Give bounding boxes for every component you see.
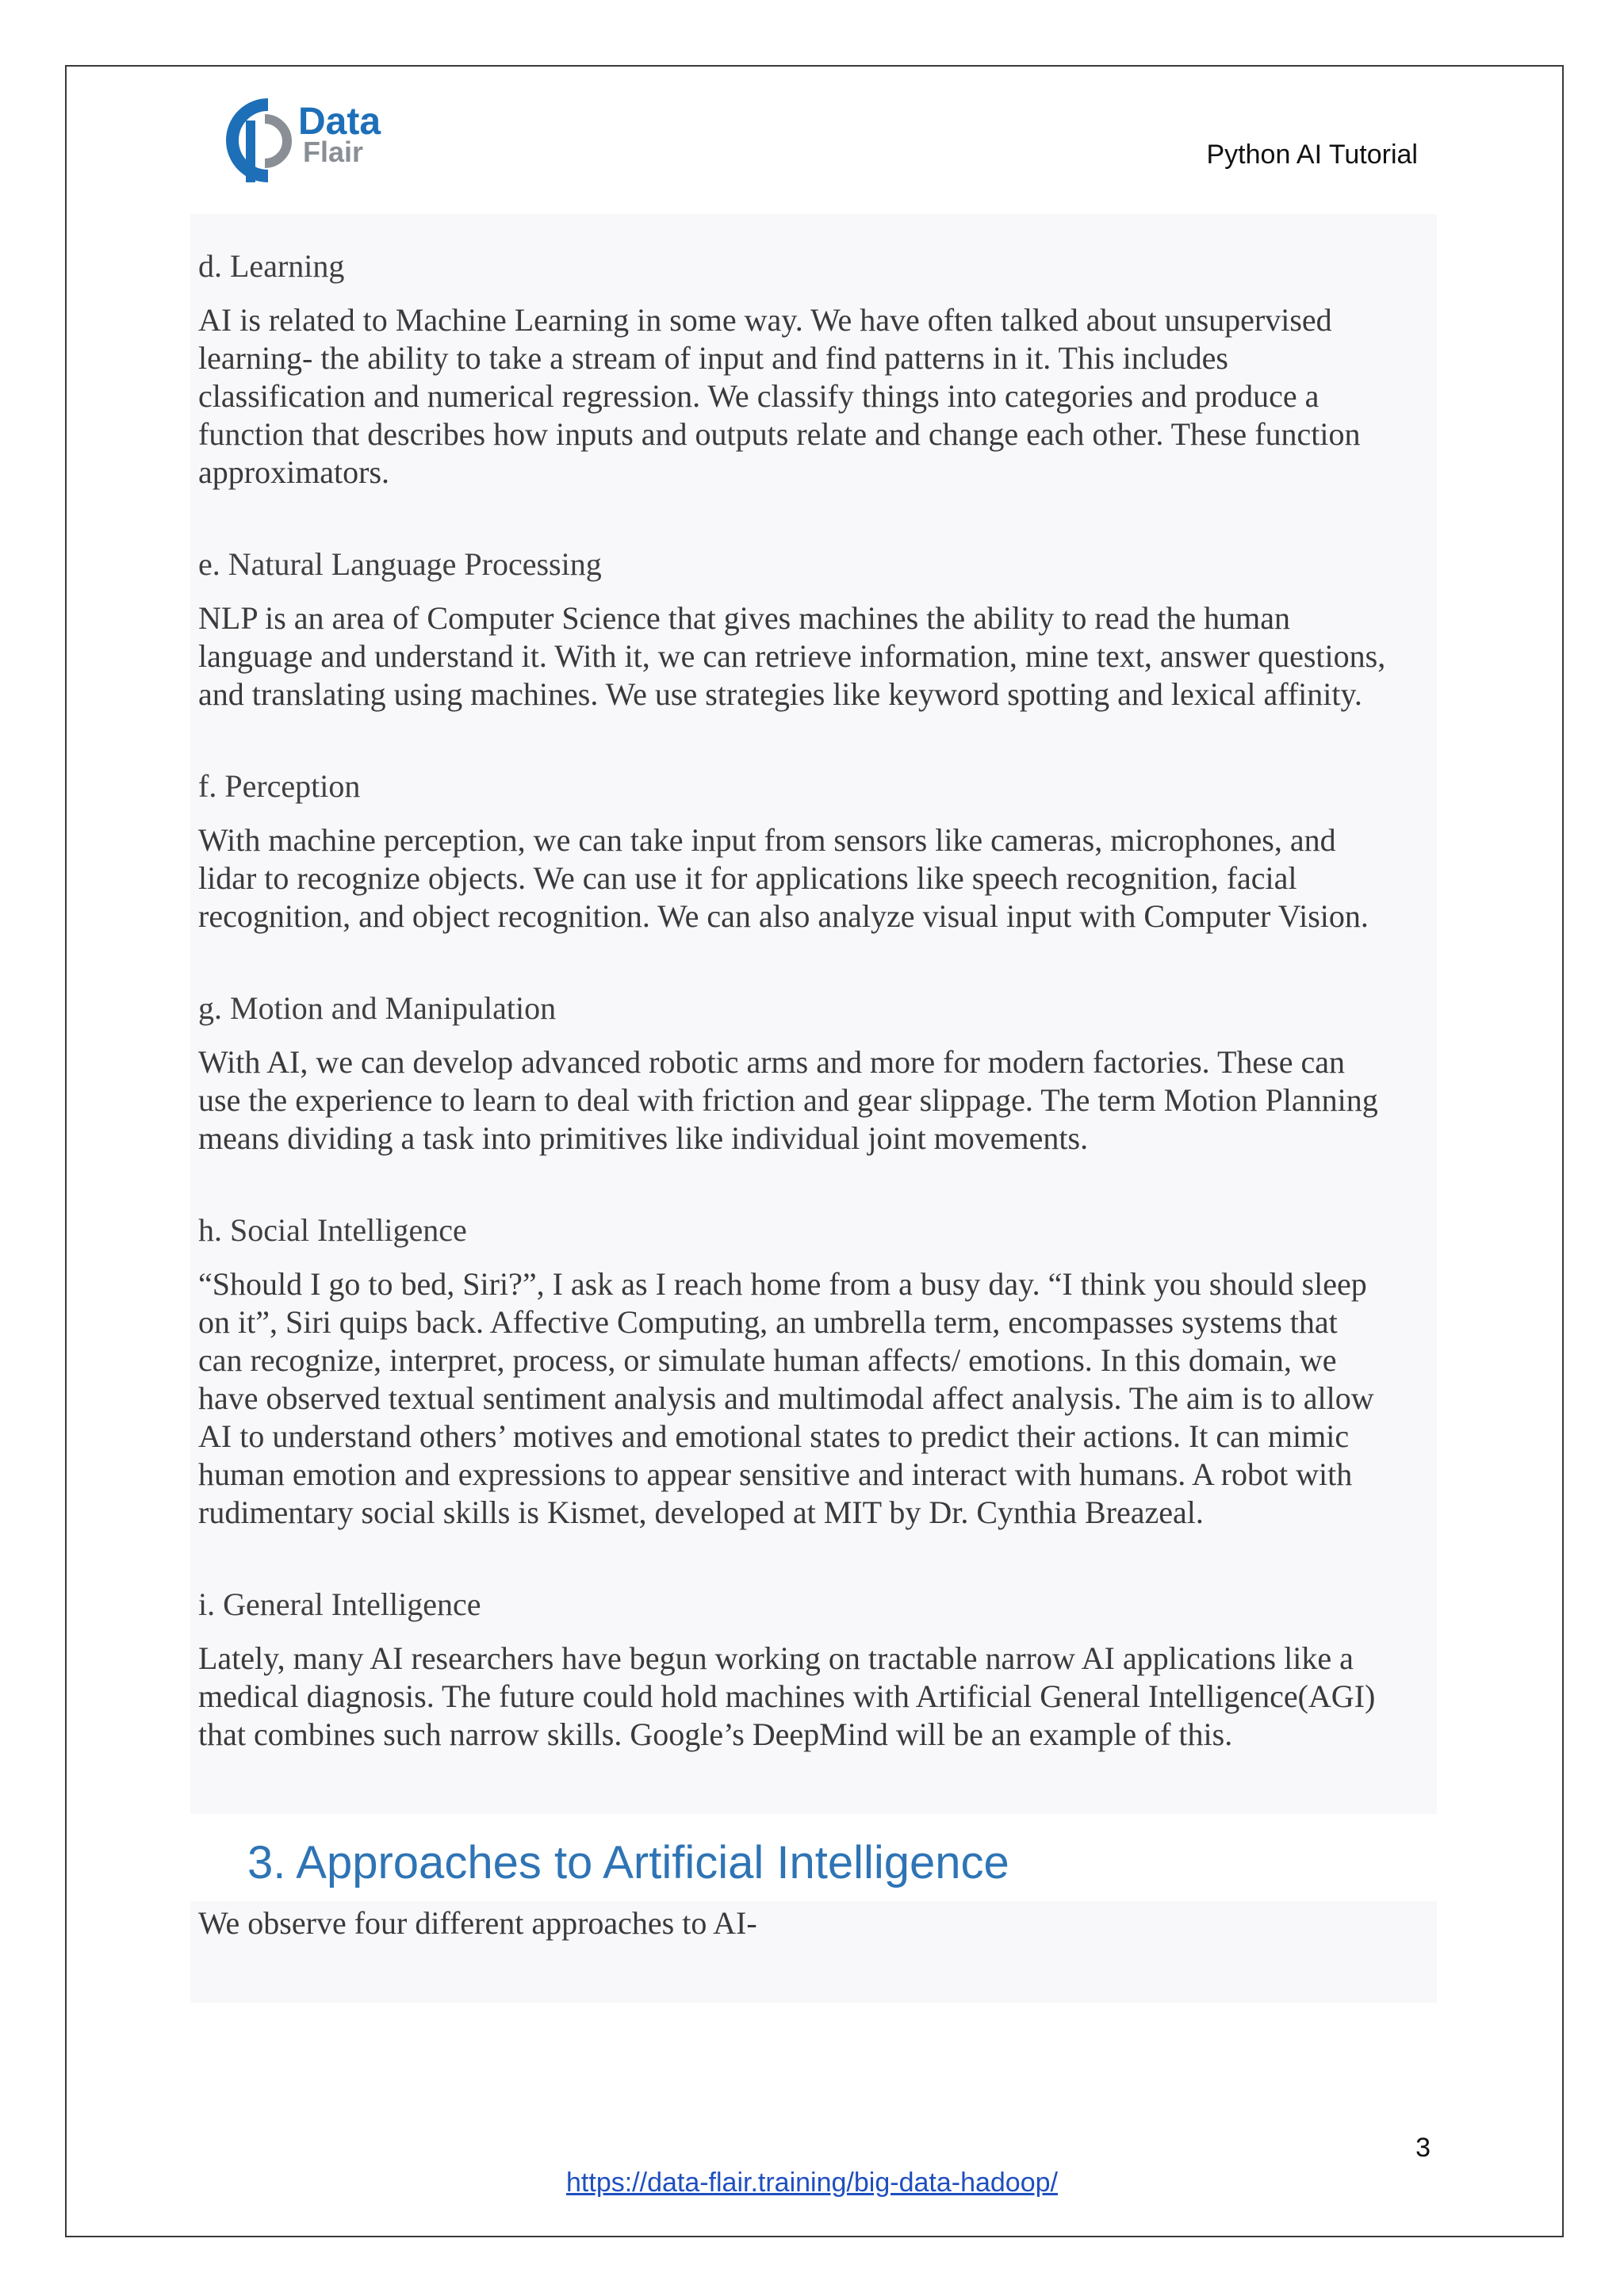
intro-text: We observe four different approaches to AI- xyxy=(198,1905,757,1941)
section-motion xyxy=(198,989,1429,1158)
section-body: With machine perception, we can take input from sensors like cameras, microphones, and lidar to recognize objects. We can use it for applications like speech recognition, facial recognition, and object recognition. We can also analyze visual input with Computer Vision. xyxy=(198,822,1369,934)
document-title: Python AI Tutorial xyxy=(1206,140,1418,170)
intro-area xyxy=(190,1901,1437,2003)
dataflair-logo xyxy=(219,97,393,184)
section-body: Lately, many AI researchers have begun working on tractable narrow AI applications like a medical diagnosis. The future could hold machines with Artificial General Intelligence(AGI) that combines such narrow skills. Google’s DeepMind will be an example of this. xyxy=(198,1640,1376,1752)
section-heading: g. Motion and Manipulation xyxy=(198,990,557,1026)
section-learning xyxy=(198,247,1429,492)
section-body: “Should I go to bed, Siri?”, I ask as I reach home from a busy day. “I think you should sleep on it”, Siri quips back. Affective Computing, an umbrella term, encompasses systems that can recognize, interpret, process, or simulate human affects/ emotions. In this domain, we have observed textual sentiment analysis and multimodal affect analysis. The aim is to allow AI to understand others’ motives and emotional states to predict their actions. It can mimic human emotion and expressions to appear sensitive and interact with humans. A robot with rudimentary social skills is Kismet, developed at MIT by Dr. Cynthia Breazeal. xyxy=(198,1266,1374,1530)
section-heading: e. Natural Language Processing xyxy=(198,546,602,582)
section-social-intelligence xyxy=(198,1211,1429,1532)
section-perception xyxy=(198,767,1429,936)
logo-text-data: Data xyxy=(298,101,381,143)
section-heading: i. General Intelligence xyxy=(198,1586,481,1622)
section-body: AI is related to Machine Learning in some way. We have often talked about unsupervised learning- the ability to take a stream of input and find patterns in it. This includes classification and numerical regression. We classify things into categories and produce a function that describes how inputs and outputs relate and change each other. These function approximators. xyxy=(198,302,1361,490)
section-heading: f. Perception xyxy=(198,768,361,804)
section-heading: h. Social Intelligence xyxy=(198,1212,467,1248)
section-body: NLP is an area of Computer Science that gives machines the ability to read the human language and understand it. With it, we can retrieve information, mine text, answer questions, and translating using machines. We use strategies like keyword spotting and lexical affinity. xyxy=(198,600,1386,712)
page-number: 3 xyxy=(1415,2133,1431,2163)
footer-link[interactable]: https://data-flair.training/big-data-hadoop/ xyxy=(566,2168,1058,2198)
section-title-approaches: 3. Approaches to Artificial Intelligence xyxy=(247,1837,1009,1888)
section-body: With AI, we can develop advanced robotic arms and more for modern factories. These can use the experience to learn to deal with friction and gear slippage. The term Motion Planning means dividing a task into primitives like individual joint movements. xyxy=(198,1044,1378,1156)
section-general-intelligence xyxy=(198,1586,1429,1754)
section-heading: d. Learning xyxy=(198,248,345,284)
content-area xyxy=(190,214,1437,1814)
footer xyxy=(0,2168,1624,2198)
section-nlp xyxy=(198,545,1429,714)
dataflair-logo-mark-icon xyxy=(219,97,298,184)
logo-text-flair: Flair xyxy=(303,136,364,168)
